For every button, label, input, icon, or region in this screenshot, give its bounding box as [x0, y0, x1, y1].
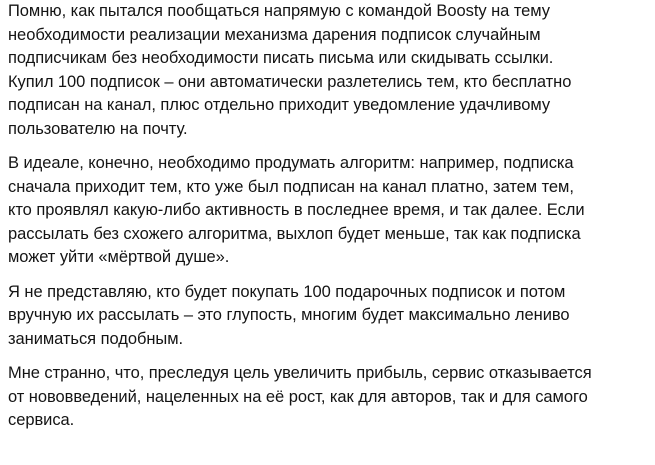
- paragraph-1: Помню, как пытался пообщаться напрямую с командой Boosty на тему необходимости реализации механизма дарения подписок случайным подписчикам без необходимости писать письма или скидывать ссылки. Купил 100 подписок – они автоматически разлетелись тем, кто бесплатно подписан на канал, плюс отдельно приходит уведомление удачливому пользователю на почту.: [8, 2, 572, 138]
- paragraph-3: Я не представляю, кто будет покупать 100 подарочных подписок и потом вручную их рассылать – это глупость, многим будет максимально лениво заниматься подобным.: [8, 282, 570, 348]
- paragraph-2: В идеале, конечно, необходимо продумать алгоритм: например, подписка сначала приходит тем, кто уже был подписан на канал платно, затем тем, кто проявлял какую-либо активность в последнее время, и так далее. Если рассылать без схожего алгоритма, выхлоп будет меньше, так как подписка может уйти «мёртвой душе».: [8, 154, 585, 266]
- paragraph-4: Мне странно, что, преследуя цель увеличить прибыль, сервис отказывается от нововведений, нацеленных на её рост, как для авторов, так и для самого сервиса.: [8, 364, 592, 429]
